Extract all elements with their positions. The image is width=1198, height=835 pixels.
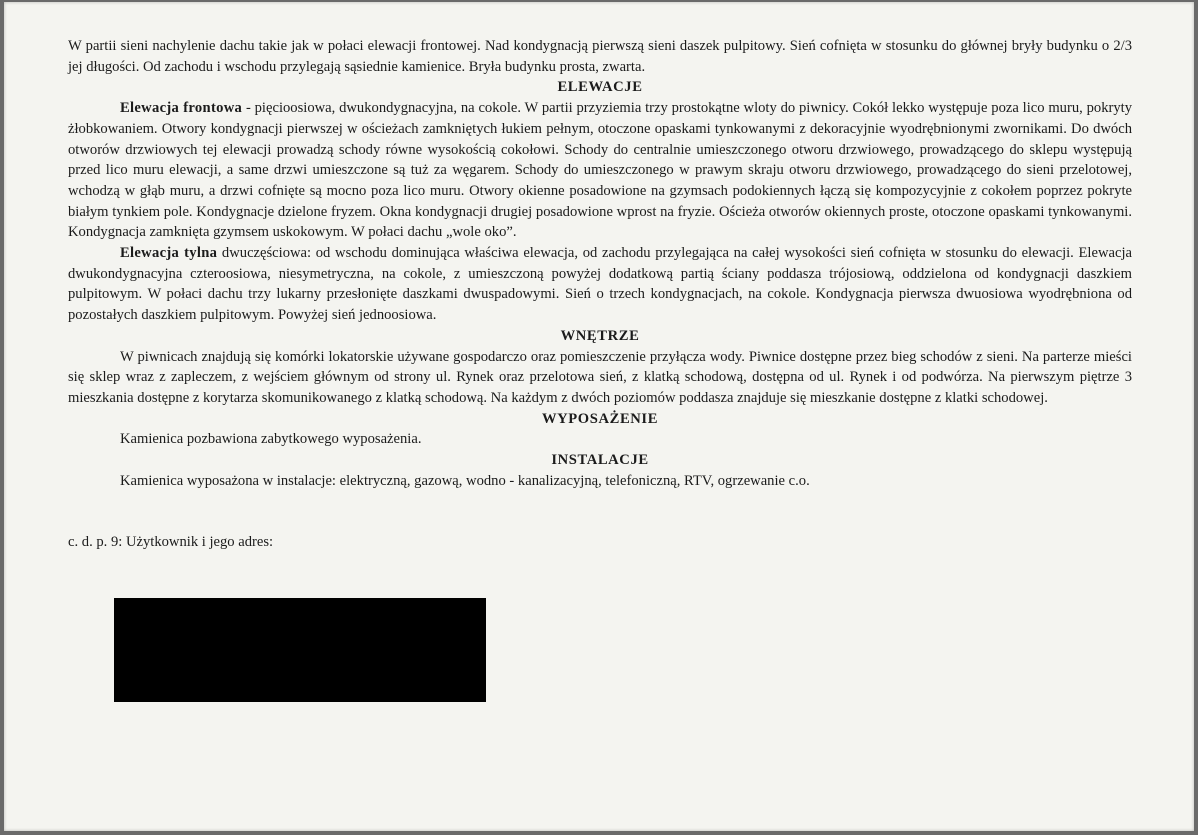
paragraph-wnetrze: W piwnicach znajdują się komórki lokatorskie używane gospodarczo oraz pomieszczenie przyłącza wody. Piwnice dostępne przez bieg schodów z sieni. Na parterze mieści się sklep wraz z zapleczem, z wejściem głównym od strony ul. Rynek oraz przelotowa sień, z klatką schodową, dostępna od ul. Rynek i od podwórza. Na pierwszym piętrze 3 mieszkania dostępne z korytarza skomunikowanego z klatką schodową. Na każdym z dwóch poziomów poddasza znajduje się mieszkanie dostępne z klatki schodowej. [68, 348, 1132, 406]
label-elewacja-frontowa: Elewacja frontowa [120, 100, 243, 117]
section-heading-instalacje: INSTALACJE [551, 452, 649, 469]
section-heading-wnetrze: WNĘTRZE [560, 327, 640, 344]
section-heading-wyposazenie: WYPOSAŻENIE [541, 410, 659, 427]
label-elewacja-tylna: Elewacja tylna [120, 245, 218, 262]
paragraph-instalacje: Kamienica wyposażona w instalacje: elektryczną, gazową, wodno - kanalizacyjną, telefoniczną, RTV, ogrzewanie c.o. [120, 472, 810, 489]
text-elewacja-tylna: dwuczęściowa: od wschodu dominująca właściwa elewacja, od zachodu przylegająca na całej wysokości sień cofnięta w stosunku do elewacji. Elewacja dwukondygnacyjna czteroosiowa, niesymetryczna, na cokole, z umieszczoną powyżej dodatkową partią ściany poddasza trójosiową, oddzielona od kondygnacji daszkiem pulpitowym. W połaci dachu trzy lukarny przesłonięte daszkami dwuspadowymi. Sień o trzech kondygnacjach, na cokole. Kondygnacja pierwsza dwuosiowa wyodrębniona od pozostałych daszkiem pulpitowym. Powyżej sień jednoosiowa. [68, 245, 1132, 324]
section-heading-elewacje: ELEWACJE [557, 79, 643, 96]
user-address-field-label: c. d. p. 9: Użytkownik i jego adres: [68, 534, 274, 551]
document-page [4, 2, 1194, 831]
text-elewacja-frontowa: - pięcioosiowa, dwukondygnacyjna, na cokole. W partii przyziemia trzy prostokątne wloty do piwnicy. Cokół lekko występuje poza lico muru, pokryty żłobkowaniem. Otwory kondygnacji pierwszej w ościeżach zamkniętych łukiem pełnym, otoczone opaskami tynkowanymi z dekoracyjnie wyodrębnionymi zwornikami. Do dwóch otworów drzwiowych tej elewacji prowadzą schody równe wysokością cokołowi. Schody do centralnie umieszczonego otworu drzwiowego, prowadzącego do sklepu występują przed lico muru elewacji, a same drzwi umieszczone są tuż za węgarem. Schody do umieszczonego w prawym skraju otworu drzwiowego, prowadzącego do sieni przelotowej, wchodzą w głąb muru, a drzwi cofnięte są mocno poza lico muru. Otwory okienne posadowione na gzymsach podokiennych łączą się kompozycyjnie z cokołem poprzez pokryte białym tynkiem pole. Kondygnacje dzielone fryzem. Okna kondygnacji drugiej posadowione wprost na fryzie. Ościeża otworów okiennych proste, otoczone opaskami tynkowanymi. Kondygnacja zamknięta gzymsem uskokowym. W połaci dachu „wole oko”. [68, 100, 1133, 241]
paragraph-wyposazenie: Kamienica pozbawiona zabytkowego wyposażenia. [120, 431, 422, 448]
document-body [68, 36, 1132, 553]
redaction-block [114, 598, 486, 702]
paragraph-elewacja-frontowa [68, 98, 1132, 243]
spacer [68, 491, 1132, 532]
intro-paragraph: W partii sieni nachylenie dachu takie jak w połaci elewacji frontowej. Nad kondygnacją pierwszą sieni daszek pulpitowy. Sień cofnięta w stosunku do głównej bryły budynku o 2/3 jej długości. Od zachodu i wschodu przylegają sąsiednie kamienice. Bryła budynku prosta, zwarta. [68, 38, 1132, 75]
paragraph-elewacja-tylna [68, 243, 1132, 326]
